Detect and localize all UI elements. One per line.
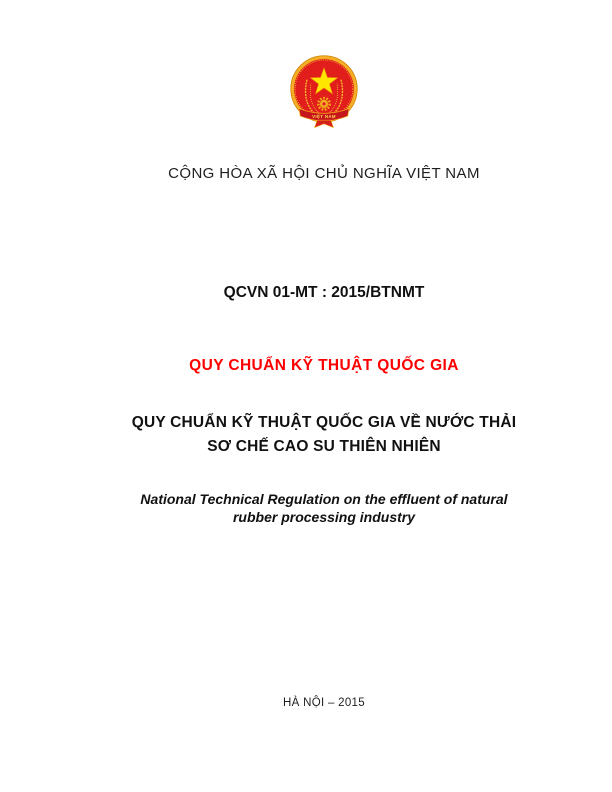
footer-place-year: HÀ NỘI – 2015 [283, 697, 365, 709]
emblem-container [36, 55, 612, 133]
regulation-title-vi [36, 411, 612, 459]
regulation-heading-red: QUY CHUẨN KỸ THUẬT QUỐC GIA [189, 357, 459, 374]
regulation-title-en [36, 491, 612, 526]
vietnam-emblem-icon [290, 55, 358, 131]
regulation-title-en-line2: rubber processing industry [232, 508, 416, 525]
regulation-title-vi-line2: SƠ CHẾ CAO SU THIÊN NHIÊN [207, 438, 441, 455]
emblem-ribbon-tail [315, 120, 334, 127]
regulation-title-en-line1: National Technical Regulation on the effluent of natural [140, 491, 508, 507]
regulation-title-vi-line1: QUY CHUẨN KỸ THUẬT QUỐC GIA VỀ NƯỚC THẢI [131, 414, 517, 431]
document-code: QCVN 01-MT : 2015/BTNMT [223, 284, 425, 301]
republic-header: CỘNG HÒA XÃ HỘI CHỦ NGHĨA VIỆT NAM [168, 165, 480, 182]
emblem-banner-text: VIỆT NAM [312, 113, 336, 119]
